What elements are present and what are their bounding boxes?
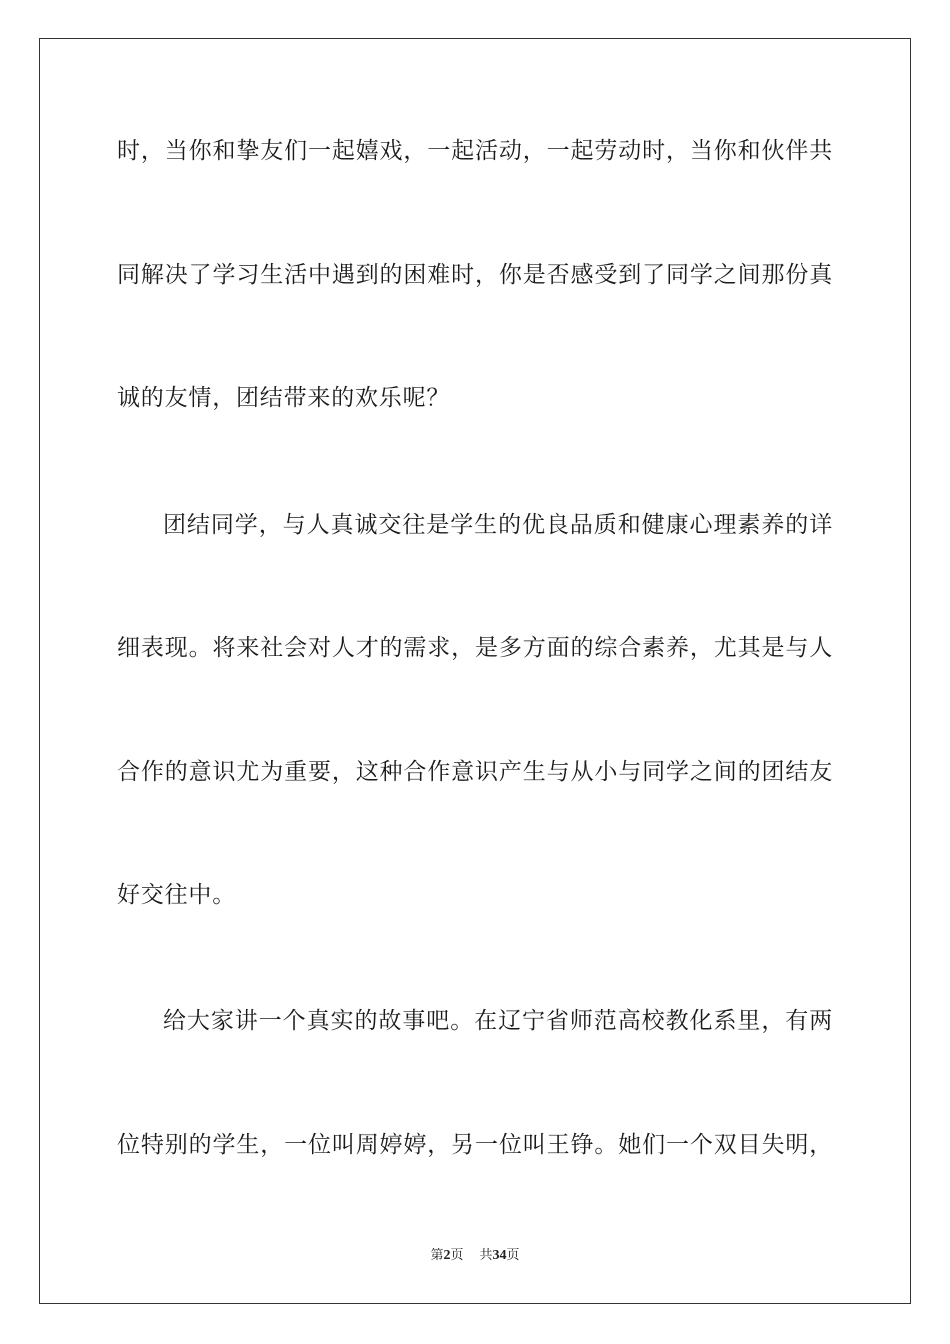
paragraph-line-2: 同解决了学习生活中遇到的困难时，你是否感受到了同学之间那份真 [117,262,833,288]
footer-total-suffix: 页 [506,1248,520,1263]
paragraph-line-5: 细表现。将来社会对人才的需求，是多方面的综合素养，尤其是与人 [117,635,833,661]
footer-total-prefix: 共 [479,1248,493,1263]
paragraph-line-6: 合作的意识尤为重要，这种合作意识产生与从小与同学之间的团结友 [117,759,833,785]
footer-total-pages: 34 [492,1248,507,1263]
paragraph-line-9: 位特别的学生，一位叫周婷婷，另一位叫王铮。她们一个双目失明， [117,1132,833,1158]
paragraph-line-7: 好交往中。 [117,882,236,908]
footer-page-number: 2 [443,1248,451,1263]
paragraph-line-4: 团结同学，与人真诚交往是学生的优良品质和健康心理素养的详 [163,512,833,538]
paragraph-line-8: 给大家讲一个真实的故事吧。在辽宁省师范高校教化系里，有两 [163,1008,833,1034]
footer-page-suffix: 页 [450,1248,464,1263]
footer-page-prefix: 第 [430,1248,444,1263]
paragraph-line-3: 诚的友情，团结带来的欢乐呢？ [117,385,451,411]
page-frame [39,38,911,1304]
page-footer [0,1247,950,1265]
paragraph-line-1: 时，当你和挚友们一起嬉戏，一起活动，一起劳动时，当你和伙伴共 [117,138,833,164]
